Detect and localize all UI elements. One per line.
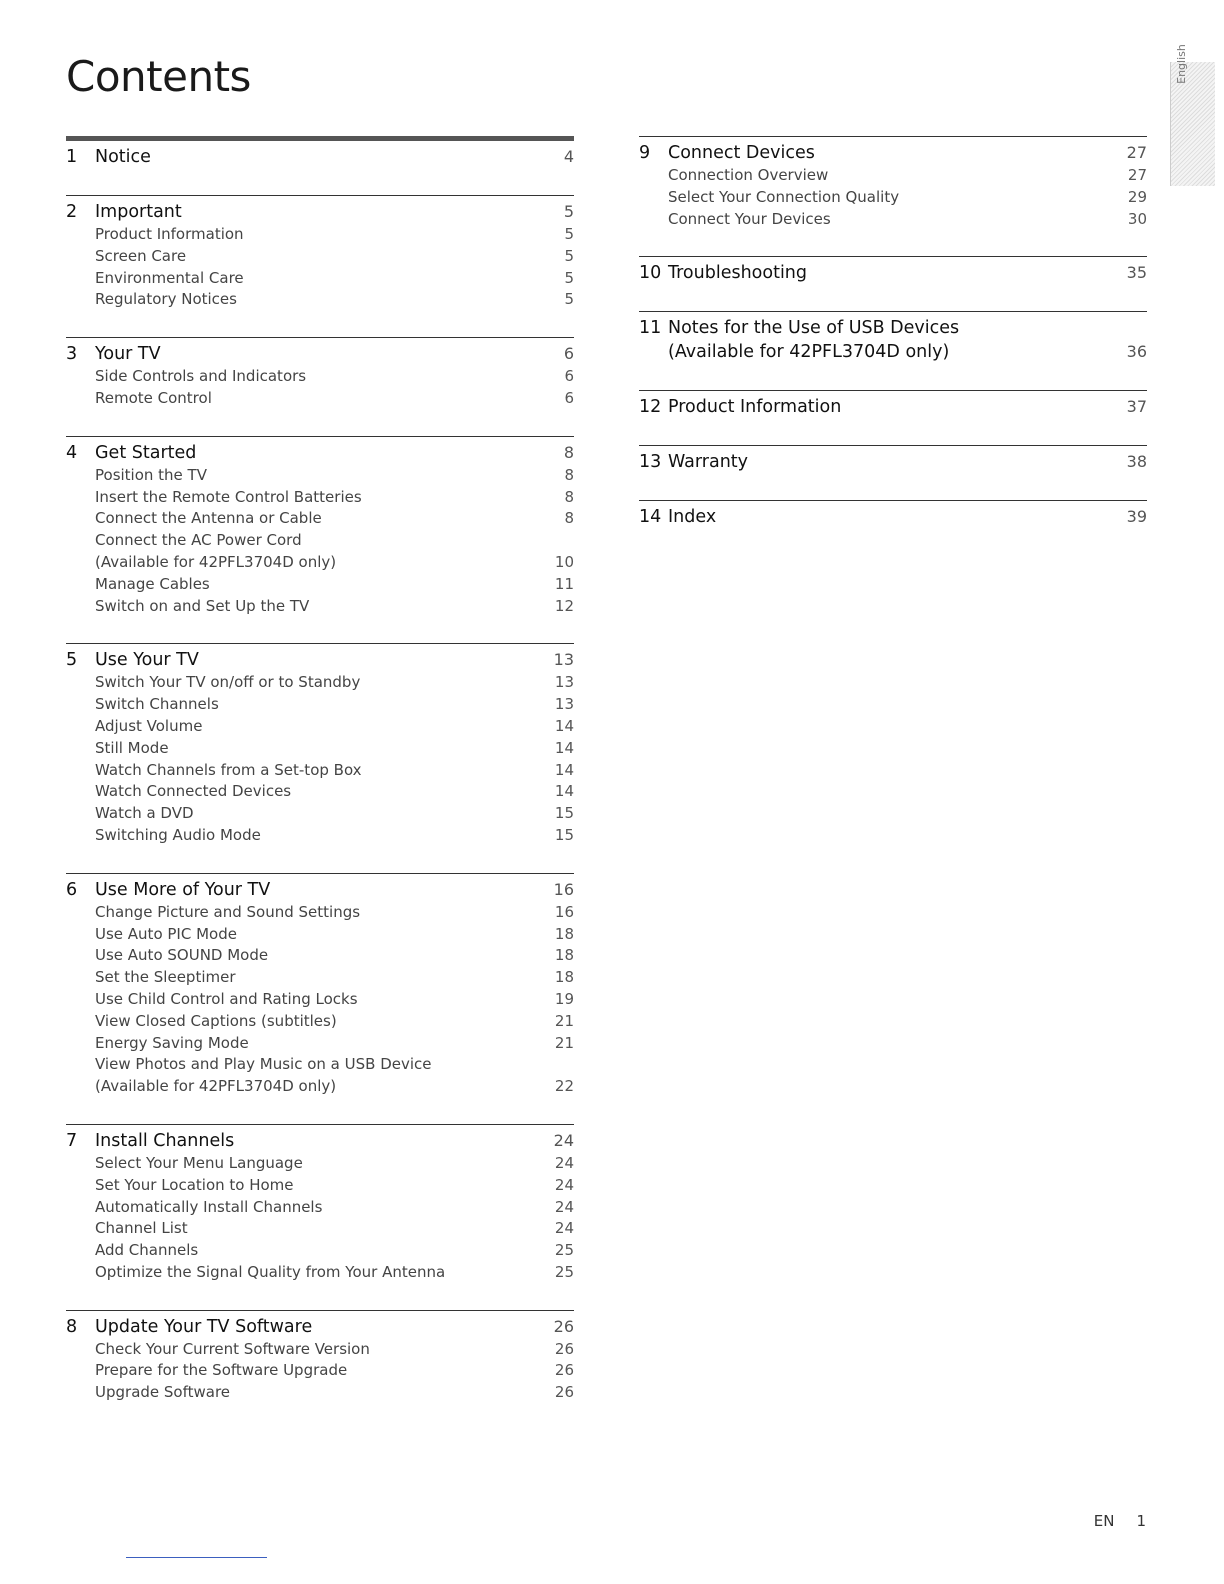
subentry-page-number: 25 xyxy=(554,1262,574,1281)
chapter-title: Update Your TV Software xyxy=(95,1316,313,1337)
subentry-page-number: 11 xyxy=(554,574,574,593)
chapter-title-continued: (Available for 42PFL3704D only) xyxy=(668,342,950,363)
chapter-number: 11 xyxy=(639,318,662,339)
subentry-title: (Available for 42PFL3704D only) xyxy=(95,552,337,571)
toc-subentry[interactable] xyxy=(66,1054,574,1076)
subentry-title: (Available for 42PFL3704D only) xyxy=(95,1077,337,1096)
toc-subentry[interactable] xyxy=(66,738,574,760)
subentry-title: Watch Channels from a Set-top Box xyxy=(95,760,362,779)
chapter-title: Notes for the Use of USB Devices xyxy=(668,318,960,339)
chapter-number: 5 xyxy=(66,650,78,671)
subentry-page-number: 21 xyxy=(554,1011,574,1030)
toc-chapter-entry[interactable] xyxy=(66,342,574,366)
subentry-page-number: 12 xyxy=(554,596,574,615)
subentry-title: Connect Your Devices xyxy=(668,209,831,228)
chapter-title: Connect Devices xyxy=(668,143,815,163)
toc-subentry[interactable] xyxy=(66,289,574,311)
subentry-page-number: 26 xyxy=(554,1383,574,1402)
subentry-title: View Closed Captions (subtitles) xyxy=(95,1011,337,1030)
subentry-title: Use Auto PIC Mode xyxy=(95,924,237,943)
toc-subentry[interactable] xyxy=(66,530,574,552)
toc-section xyxy=(639,256,1147,299)
chapter-number: 3 xyxy=(66,344,78,365)
subentry-title: Optimize the Signal Quality from Your Antenna xyxy=(95,1262,446,1281)
toc-subentry[interactable] xyxy=(639,209,1147,231)
subentry-page-number: 14 xyxy=(554,738,574,757)
toc-right-column xyxy=(639,136,1147,555)
toc-subentry[interactable] xyxy=(66,224,574,246)
toc-section xyxy=(66,873,574,1112)
toc-subentry[interactable] xyxy=(66,945,574,967)
toc-subentry[interactable] xyxy=(66,1360,574,1382)
toc-subentry[interactable] xyxy=(66,694,574,716)
subentry-page-number: 18 xyxy=(554,924,574,943)
subentry-title: Connection Overview xyxy=(668,166,829,184)
toc-section xyxy=(66,136,574,183)
language-tab-label: English xyxy=(1175,44,1188,84)
chapter-page-number: 4 xyxy=(563,147,574,166)
chapter-page-number: 38 xyxy=(1126,452,1147,472)
subentry-title: Prepare for the Software Upgrade xyxy=(95,1361,348,1380)
subentry-title: View Photos and Play Music on a USB Device xyxy=(95,1055,432,1074)
subentry-page-number: 30 xyxy=(1127,209,1147,228)
subentry-title: Energy Saving Mode xyxy=(95,1033,249,1052)
toc-subentry[interactable] xyxy=(66,508,574,530)
toc-chapter-entry[interactable] xyxy=(66,1129,574,1153)
toc-subentry[interactable] xyxy=(66,552,574,574)
subentry-title: Watch a DVD xyxy=(95,804,194,823)
subentry-title: Remote Control xyxy=(95,388,212,407)
subentry-title: Change Picture and Sound Settings xyxy=(95,902,361,921)
chapter-page-number: 37 xyxy=(1126,397,1147,417)
toc-chapter-entry[interactable] xyxy=(639,450,1147,474)
chapter-number: 13 xyxy=(639,452,662,473)
subentry-title: Set the Sleeptimer xyxy=(95,968,236,987)
toc-subentry[interactable] xyxy=(66,1382,574,1404)
subentry-title: Connect the AC Power Cord xyxy=(95,531,302,550)
subentry-title: Automatically Install Channels xyxy=(95,1197,323,1216)
subentry-title: Product Information xyxy=(95,225,244,243)
subentry-page-number: 24 xyxy=(554,1153,574,1172)
toc-chapter-entry[interactable] xyxy=(66,878,574,902)
subentry-title: Add Channels xyxy=(95,1241,199,1260)
toc-subentry[interactable] xyxy=(66,487,574,509)
toc-subentry[interactable] xyxy=(66,803,574,825)
toc-section xyxy=(66,1310,574,1418)
chapter-page-number: 5 xyxy=(563,202,574,221)
chapter-page-number: 26 xyxy=(553,1316,574,1336)
subentry-page-number: 14 xyxy=(554,760,574,779)
toc-chapter-entry[interactable] xyxy=(639,505,1147,529)
chapter-title: Get Started xyxy=(95,442,197,463)
toc-subentry[interactable] xyxy=(66,1175,574,1197)
footer-rule xyxy=(126,1557,267,1558)
chapter-title: Troubleshooting xyxy=(668,263,808,284)
toc-subentry[interactable] xyxy=(66,246,574,268)
toc-left-column xyxy=(66,136,574,1430)
chapter-title: Index xyxy=(668,507,717,528)
chapter-title: Your TV xyxy=(95,344,161,365)
chapter-title: Important xyxy=(95,202,182,222)
toc-subentry[interactable] xyxy=(66,967,574,989)
toc-subentry[interactable] xyxy=(66,1240,574,1262)
subentry-page-number: 8 xyxy=(564,509,574,528)
subentry-page-number: 25 xyxy=(554,1241,574,1260)
subentry-page-number: 15 xyxy=(554,825,574,844)
toc-subentry[interactable] xyxy=(66,1153,574,1175)
subentry-page-number: 5 xyxy=(564,290,574,309)
subentry-page-number: 10 xyxy=(554,552,574,571)
toc-subentry[interactable] xyxy=(639,165,1147,187)
subentry-page-number: 22 xyxy=(554,1077,574,1096)
subentry-title: Select Your Menu Language xyxy=(95,1153,303,1172)
toc-chapter-entry[interactable] xyxy=(66,145,574,169)
subentry-page-number: 21 xyxy=(554,1033,574,1052)
chapter-title: Product Information xyxy=(668,397,842,418)
chapter-page-number: 6 xyxy=(563,344,574,364)
subentry-title: Switching Audio Mode xyxy=(95,825,261,844)
subentry-title: Use Child Control and Rating Locks xyxy=(95,989,358,1008)
chapter-title: Use More of Your TV xyxy=(95,879,271,900)
footer-language: EN xyxy=(1093,1512,1115,1530)
subentry-page-number: 29 xyxy=(1127,187,1147,206)
toc-section xyxy=(66,436,574,632)
chapter-page-number: 24 xyxy=(553,1130,574,1150)
chapter-number: 10 xyxy=(639,263,662,284)
subentry-title: Environmental Care xyxy=(95,268,244,287)
subentry-page-number: 6 xyxy=(564,388,574,407)
chapter-number: 9 xyxy=(639,143,651,163)
subentry-title: Select Your Connection Quality xyxy=(668,187,900,206)
toc-chapter-entry[interactable] xyxy=(66,200,574,224)
subentry-page-number: 8 xyxy=(564,465,574,484)
toc-section xyxy=(639,500,1147,543)
chapter-page-number: 39 xyxy=(1126,507,1147,527)
subentry-page-number: 8 xyxy=(564,487,574,506)
toc-section xyxy=(639,390,1147,433)
toc-subentry[interactable] xyxy=(66,388,574,410)
toc-subentry[interactable] xyxy=(66,716,574,738)
subentry-title: Side Controls and Indicators xyxy=(95,367,307,386)
subentry-title: Connect the Antenna or Cable xyxy=(95,509,322,528)
chapter-number: 14 xyxy=(639,507,662,528)
toc-section xyxy=(66,1124,574,1298)
subentry-title: Check Your Current Software Version xyxy=(95,1339,370,1358)
toc-chapter-entry-continued[interactable] xyxy=(639,340,1147,364)
toc-chapter-entry[interactable] xyxy=(66,441,574,465)
chapter-number: 7 xyxy=(66,1130,78,1151)
toc-subentry[interactable] xyxy=(66,924,574,946)
toc-subentry[interactable] xyxy=(66,1011,574,1033)
chapter-number: 12 xyxy=(639,397,662,418)
subentry-title: Set Your Location to Home xyxy=(95,1175,294,1194)
subentry-page-number: 18 xyxy=(554,968,574,987)
page-footer xyxy=(1072,1512,1146,1530)
chapter-title: Use Your TV xyxy=(95,650,199,671)
chapter-page-number: 27 xyxy=(1126,143,1147,162)
chapter-title: Warranty xyxy=(668,452,749,473)
chapter-number: 8 xyxy=(66,1316,78,1337)
subentry-page-number: 6 xyxy=(564,367,574,386)
subentry-title: Still Mode xyxy=(95,738,169,757)
subentry-title: Channel List xyxy=(95,1219,188,1238)
toc-subentry[interactable] xyxy=(639,187,1147,209)
toc-subentry[interactable] xyxy=(66,672,574,694)
subentry-title: Position the TV xyxy=(95,465,207,484)
subentry-title: Switch Your TV on/off or to Standby xyxy=(95,673,361,692)
subentry-title: Switch on and Set Up the TV xyxy=(95,596,310,615)
subentry-title: Regulatory Notices xyxy=(95,290,237,309)
subentry-page-number: 13 xyxy=(554,673,574,692)
subentry-page-number: 14 xyxy=(554,782,574,801)
chapter-number: 2 xyxy=(66,202,78,222)
chapter-number: 6 xyxy=(66,879,78,900)
chapter-title: Install Channels xyxy=(95,1130,235,1151)
toc-section xyxy=(639,136,1147,244)
subentry-page-number: 15 xyxy=(554,804,574,823)
subentry-page-number: 14 xyxy=(554,716,574,735)
subentry-page-number: 27 xyxy=(1127,166,1147,184)
toc-subentry[interactable] xyxy=(66,1033,574,1055)
subentry-page-number: 24 xyxy=(554,1175,574,1194)
language-tab xyxy=(1170,44,1215,186)
chapter-page-number: 16 xyxy=(553,879,574,899)
toc-subentry[interactable] xyxy=(66,1339,574,1361)
subentry-page-number: 13 xyxy=(554,695,574,714)
toc-section xyxy=(66,337,574,424)
subentry-title: Insert the Remote Control Batteries xyxy=(95,487,362,506)
page-title: Contents xyxy=(66,52,251,101)
toc-subentry[interactable] xyxy=(66,1262,574,1284)
subentry-page-number: 26 xyxy=(554,1339,574,1358)
toc-section xyxy=(66,643,574,860)
toc-subentry[interactable] xyxy=(66,1076,574,1098)
subentry-page-number: 5 xyxy=(564,246,574,265)
toc-section xyxy=(639,311,1147,378)
subentry-title: Adjust Volume xyxy=(95,716,203,735)
subentry-page-number: 18 xyxy=(554,946,574,965)
subentry-page-number: 26 xyxy=(554,1361,574,1380)
toc-chapter-entry[interactable] xyxy=(66,1315,574,1339)
subentry-page-number: 24 xyxy=(554,1219,574,1238)
subentry-page-number: 24 xyxy=(554,1197,574,1216)
toc-subentry[interactable] xyxy=(66,825,574,847)
toc-chapter-entry[interactable] xyxy=(66,648,574,672)
subentry-page-number: 5 xyxy=(564,268,574,287)
chapter-page-number: 36 xyxy=(1126,342,1147,362)
toc-chapter-entry[interactable] xyxy=(639,316,1147,340)
chapter-title: Notice xyxy=(95,147,151,167)
toc-subentry[interactable] xyxy=(66,268,574,290)
subentry-page-number: 16 xyxy=(554,902,574,921)
toc-subentry[interactable] xyxy=(66,989,574,1011)
toc-subentry[interactable] xyxy=(66,574,574,596)
toc-chapter-entry[interactable] xyxy=(639,395,1147,419)
toc-subentry[interactable] xyxy=(66,760,574,782)
toc-subentry[interactable] xyxy=(66,465,574,487)
subentry-page-number: 19 xyxy=(554,989,574,1008)
chapter-page-number: 8 xyxy=(563,442,574,462)
toc-section xyxy=(66,195,574,325)
subentry-title: Use Auto SOUND Mode xyxy=(95,946,269,965)
subentry-title: Manage Cables xyxy=(95,574,210,593)
toc-subentry[interactable] xyxy=(66,781,574,803)
toc-subentry[interactable] xyxy=(66,366,574,388)
toc-chapter-entry[interactable] xyxy=(639,261,1147,285)
toc-subentry[interactable] xyxy=(66,596,574,618)
toc-subentry[interactable] xyxy=(66,1197,574,1219)
toc-section xyxy=(639,445,1147,488)
toc-subentry[interactable] xyxy=(66,902,574,924)
toc-subentry[interactable] xyxy=(66,1218,574,1240)
toc-chapter-entry[interactable] xyxy=(639,141,1147,165)
footer-page-number: 1 xyxy=(1136,1512,1146,1530)
chapter-page-number: 13 xyxy=(553,650,574,670)
subentry-title: Screen Care xyxy=(95,246,187,265)
chapter-page-number: 35 xyxy=(1126,263,1147,283)
chapter-number: 1 xyxy=(66,147,78,167)
chapter-number: 4 xyxy=(66,442,78,463)
subentry-title: Upgrade Software xyxy=(95,1383,231,1402)
subentry-title: Watch Connected Devices xyxy=(95,782,292,801)
subentry-title: Switch Channels xyxy=(95,695,219,714)
subentry-page-number: 5 xyxy=(564,225,574,243)
